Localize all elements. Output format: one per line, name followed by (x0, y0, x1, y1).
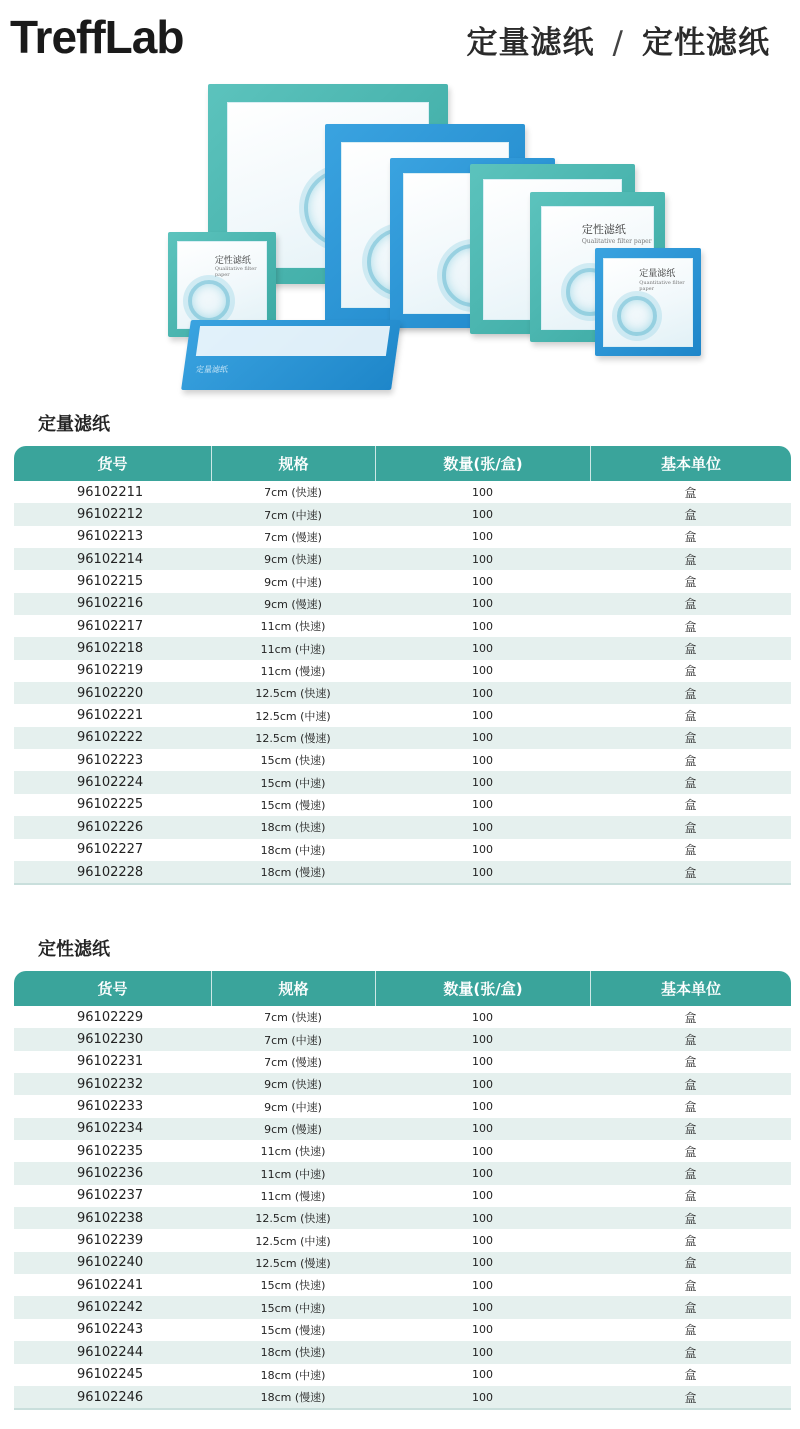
cell-item-no: 96102236 (77, 1166, 144, 1182)
cell-unit: 盒 (684, 865, 697, 880)
table-header (14, 971, 791, 1006)
cell-item-no: 96102218 (77, 641, 144, 657)
cell-spec: 11cm (中速) (260, 642, 326, 656)
headline-quantitative: 定量滤纸 (466, 25, 595, 61)
cell-quantity: 100 (472, 1211, 493, 1225)
cell-spec: 18cm (快速) (260, 821, 326, 835)
cell-unit: 盒 (684, 597, 697, 612)
cell-quantity: 100 (472, 731, 493, 745)
cell-unit: 盒 (684, 485, 697, 500)
cell-quantity: 100 (472, 619, 493, 633)
cell-unit: 盒 (684, 664, 697, 679)
cell-spec: 7cm (快速) (264, 486, 322, 500)
cell-spec: 15cm (慢速) (260, 1323, 326, 1337)
cell-quantity: 100 (472, 1390, 493, 1404)
cell-unit: 盒 (684, 508, 697, 523)
cell-quantity: 100 (472, 843, 493, 857)
cell-item-no: 96102244 (77, 1344, 144, 1360)
headline-qualitative: 定性滤纸 (642, 25, 770, 61)
table-row (14, 660, 791, 682)
cell-quantity: 100 (472, 597, 493, 611)
table-row (14, 749, 791, 771)
cell-spec: 11cm (慢速) (260, 664, 326, 678)
cell-unit: 盒 (684, 798, 697, 813)
cell-quantity: 100 (472, 798, 493, 812)
cell-unit: 盒 (684, 776, 697, 791)
table-row (14, 1296, 791, 1318)
cell-unit: 盒 (684, 1345, 697, 1360)
cell-spec: 15cm (中速) (260, 776, 326, 790)
cell-unit: 盒 (684, 619, 697, 634)
table-row (14, 1185, 791, 1207)
table-row (14, 526, 791, 548)
box-subtitle: Qualitative filter paper (214, 266, 257, 279)
table-row (14, 615, 791, 637)
cell-spec: 12.5cm (慢速) (255, 1256, 331, 1270)
header-quantity: 数量(张/盒) (375, 971, 590, 1006)
cell-unit: 盒 (684, 1256, 697, 1271)
table-row (14, 839, 791, 861)
cell-item-no: 96102223 (77, 752, 144, 768)
cell-spec: 12.5cm (快速) (255, 687, 331, 701)
cell-quantity: 100 (472, 686, 493, 700)
cell-item-no: 96102242 (77, 1300, 144, 1316)
cell-quantity: 100 (472, 1189, 493, 1203)
cell-spec: 12.5cm (快速) (255, 1212, 331, 1226)
cell-unit: 盒 (684, 820, 697, 835)
table-row (14, 704, 791, 726)
cell-item-no: 96102211 (77, 484, 144, 500)
cell-item-no: 96102222 (77, 730, 144, 746)
cell-item-no: 96102229 (77, 1009, 144, 1025)
table-row (14, 1162, 791, 1184)
cell-unit: 盒 (684, 1100, 697, 1115)
cell-unit: 盒 (684, 1278, 697, 1293)
table-header (14, 446, 791, 481)
cell-spec: 18cm (慢速) (260, 1391, 326, 1405)
cell-unit: 盒 (684, 731, 697, 746)
cell-quantity: 100 (472, 753, 493, 767)
cell-item-no: 96102219 (77, 663, 144, 679)
table-body (14, 1006, 791, 1408)
product-image (160, 84, 720, 394)
cell-unit: 盒 (684, 1033, 697, 1048)
cell-unit: 盒 (684, 642, 697, 657)
cell-unit: 盒 (684, 1323, 697, 1338)
cell-unit: 盒 (684, 530, 697, 545)
cell-item-no: 96102220 (77, 685, 144, 701)
cell-spec: 9cm (慢速) (264, 1122, 322, 1136)
cell-item-no: 96102243 (77, 1322, 144, 1338)
cell-quantity: 100 (472, 709, 493, 723)
cell-unit: 盒 (684, 575, 697, 590)
cell-spec: 15cm (慢速) (260, 798, 326, 812)
cell-item-no: 96102215 (77, 574, 144, 590)
box-title: 定性滤纸 (214, 255, 251, 266)
cell-spec: 12.5cm (慢速) (255, 731, 331, 745)
header-item-no: 货号 (97, 980, 128, 998)
cell-quantity: 100 (472, 1234, 493, 1248)
cell-spec: 18cm (快速) (260, 1346, 326, 1360)
header-spec: 规格 (211, 446, 375, 481)
cell-item-no: 96102238 (77, 1210, 144, 1226)
cell-item-no: 96102245 (77, 1367, 144, 1383)
cell-quantity: 100 (472, 865, 493, 879)
cell-quantity: 100 (472, 642, 493, 656)
cell-unit: 盒 (684, 1211, 697, 1226)
brand-logo: TreffLab (10, 11, 184, 63)
cell-quantity: 100 (472, 1345, 493, 1359)
table-row (14, 1386, 791, 1408)
cell-item-no: 96102213 (77, 529, 144, 545)
cell-spec: 18cm (中速) (260, 1368, 326, 1382)
cell-quantity: 100 (472, 1033, 493, 1047)
cell-item-no: 96102216 (77, 596, 144, 612)
quantitative-table (14, 446, 791, 885)
cell-unit: 盒 (684, 1055, 697, 1070)
cell-item-no: 96102225 (77, 797, 144, 813)
cell-unit: 盒 (684, 1144, 697, 1159)
cell-quantity: 100 (472, 1256, 493, 1270)
page-headline (466, 25, 770, 61)
cell-item-no: 96102221 (77, 708, 144, 724)
cell-item-no: 96102212 (77, 507, 144, 523)
cell-spec: 9cm (慢速) (264, 597, 322, 611)
cell-spec: 11cm (中速) (260, 1167, 326, 1181)
cell-quantity: 100 (472, 1368, 493, 1382)
table-row (14, 727, 791, 749)
cell-item-no: 96102228 (77, 864, 144, 880)
cell-unit: 盒 (684, 1189, 697, 1204)
page-header (0, 0, 800, 80)
cell-quantity: 100 (472, 1323, 493, 1337)
cell-item-no: 96102226 (77, 819, 144, 835)
cell-item-no: 96102232 (77, 1076, 144, 1092)
cell-quantity: 100 (472, 664, 493, 678)
table-row (14, 1252, 791, 1274)
table-row (14, 548, 791, 570)
cell-spec: 7cm (慢速) (264, 1055, 322, 1069)
cell-unit: 盒 (684, 753, 697, 768)
table-row (14, 1028, 791, 1050)
cell-quantity: 100 (472, 1301, 493, 1315)
cell-spec: 18cm (慢速) (260, 866, 326, 880)
cell-item-no: 96102231 (77, 1054, 144, 1070)
cell-spec: 7cm (中速) (264, 1033, 322, 1047)
box-side-label: 定量滤纸 (195, 365, 229, 374)
box-title: 定量滤纸 (639, 268, 676, 279)
cell-unit: 盒 (684, 1122, 697, 1137)
cell-quantity: 100 (472, 530, 493, 544)
cell-quantity: 100 (472, 1278, 493, 1292)
box-subtitle: Qualitative filter paper (581, 238, 652, 246)
cell-item-no: 96102233 (77, 1099, 144, 1115)
table-row (14, 481, 791, 503)
table-row (14, 1274, 791, 1296)
table-row (14, 771, 791, 793)
cell-item-no: 96102230 (77, 1032, 144, 1048)
cell-quantity: 100 (472, 1100, 493, 1114)
table-row (14, 1319, 791, 1341)
cell-spec: 9cm (快速) (264, 553, 322, 567)
cell-spec: 18cm (中速) (260, 843, 326, 857)
cell-spec: 15cm (中速) (260, 1301, 326, 1315)
cell-item-no: 96102224 (77, 775, 144, 791)
table-row (14, 682, 791, 704)
cell-unit: 盒 (684, 1390, 697, 1405)
cell-unit: 盒 (684, 552, 697, 567)
cell-unit: 盒 (684, 1368, 697, 1383)
cell-spec: 9cm (中速) (264, 1100, 322, 1114)
table-row (14, 1140, 791, 1162)
cell-spec: 15cm (快速) (260, 1279, 326, 1293)
table-row (14, 1207, 791, 1229)
table-footer-line (14, 1408, 791, 1410)
table-row (14, 1118, 791, 1140)
cell-unit: 盒 (684, 843, 697, 858)
table-row (14, 637, 791, 659)
table-row (14, 570, 791, 592)
cell-spec: 9cm (快速) (264, 1078, 322, 1092)
cell-quantity: 100 (472, 1077, 493, 1091)
cell-unit: 盒 (684, 1010, 697, 1025)
cell-spec: 11cm (快速) (260, 1145, 326, 1159)
cell-spec: 9cm (中速) (264, 575, 322, 589)
table-row (14, 1341, 791, 1363)
section-title-quantitative: 定量滤纸 (38, 414, 110, 435)
headline-separator: / (612, 25, 624, 61)
cell-unit: 盒 (684, 709, 697, 724)
header-item-no: 货号 (97, 455, 128, 473)
cell-spec: 11cm (快速) (260, 620, 326, 634)
cell-item-no: 96102239 (77, 1233, 144, 1249)
cell-item-no: 96102241 (77, 1277, 144, 1293)
cell-spec: 7cm (中速) (264, 508, 322, 522)
cell-quantity: 100 (472, 1055, 493, 1069)
cell-quantity: 100 (472, 575, 493, 589)
qualitative-table (14, 971, 791, 1410)
cell-quantity: 100 (472, 1010, 493, 1024)
section-title-qualitative: 定性滤纸 (38, 939, 110, 960)
cell-item-no: 96102237 (77, 1188, 144, 1204)
table-body (14, 481, 791, 883)
cell-quantity: 100 (472, 485, 493, 499)
cell-unit: 盒 (684, 1234, 697, 1249)
cell-spec: 11cm (慢速) (260, 1189, 326, 1203)
table-row (14, 1095, 791, 1117)
cell-item-no: 96102234 (77, 1121, 144, 1137)
cell-item-no: 96102240 (77, 1255, 144, 1271)
cell-unit: 盒 (684, 1077, 697, 1092)
cell-item-no: 96102227 (77, 842, 144, 858)
cell-item-no: 96102235 (77, 1143, 144, 1159)
cell-unit: 盒 (684, 686, 697, 701)
cell-quantity: 100 (472, 1167, 493, 1181)
cell-spec: 12.5cm (中速) (255, 709, 331, 723)
cell-spec: 12.5cm (中速) (255, 1234, 331, 1248)
cell-unit: 盒 (684, 1167, 697, 1182)
cell-spec: 7cm (快速) (264, 1011, 322, 1025)
header-unit: 基本单位 (590, 446, 791, 481)
cell-spec: 7cm (慢速) (264, 530, 322, 544)
table-footer-line (14, 883, 791, 885)
cell-quantity: 100 (472, 1144, 493, 1158)
box-subtitle: Quantitative filter paper (639, 279, 685, 292)
table-row (14, 1073, 791, 1095)
filter-box-quantitative-small (595, 248, 701, 356)
cell-quantity: 100 (472, 776, 493, 790)
cell-item-no: 96102214 (77, 551, 144, 567)
table-row (14, 794, 791, 816)
cell-quantity: 100 (472, 552, 493, 566)
table-row (14, 1364, 791, 1386)
filter-box-lying (181, 320, 401, 390)
cell-item-no: 96102217 (77, 618, 144, 634)
header-unit: 基本单位 (590, 971, 791, 1006)
cell-quantity: 100 (472, 820, 493, 834)
header-spec: 规格 (211, 971, 375, 1006)
table-row (14, 593, 791, 615)
table-row (14, 1051, 791, 1073)
cell-unit: 盒 (684, 1301, 697, 1316)
table-row (14, 1006, 791, 1028)
table-row (14, 816, 791, 838)
cell-spec: 15cm (快速) (260, 754, 326, 768)
box-title: 定性滤纸 (581, 223, 626, 237)
cell-item-no: 96102246 (77, 1389, 144, 1405)
table-row (14, 503, 791, 525)
header-quantity: 数量(张/盒) (375, 446, 590, 481)
cell-quantity: 100 (472, 1122, 493, 1136)
table-row (14, 861, 791, 883)
table-row (14, 1229, 791, 1251)
cell-quantity: 100 (472, 508, 493, 522)
